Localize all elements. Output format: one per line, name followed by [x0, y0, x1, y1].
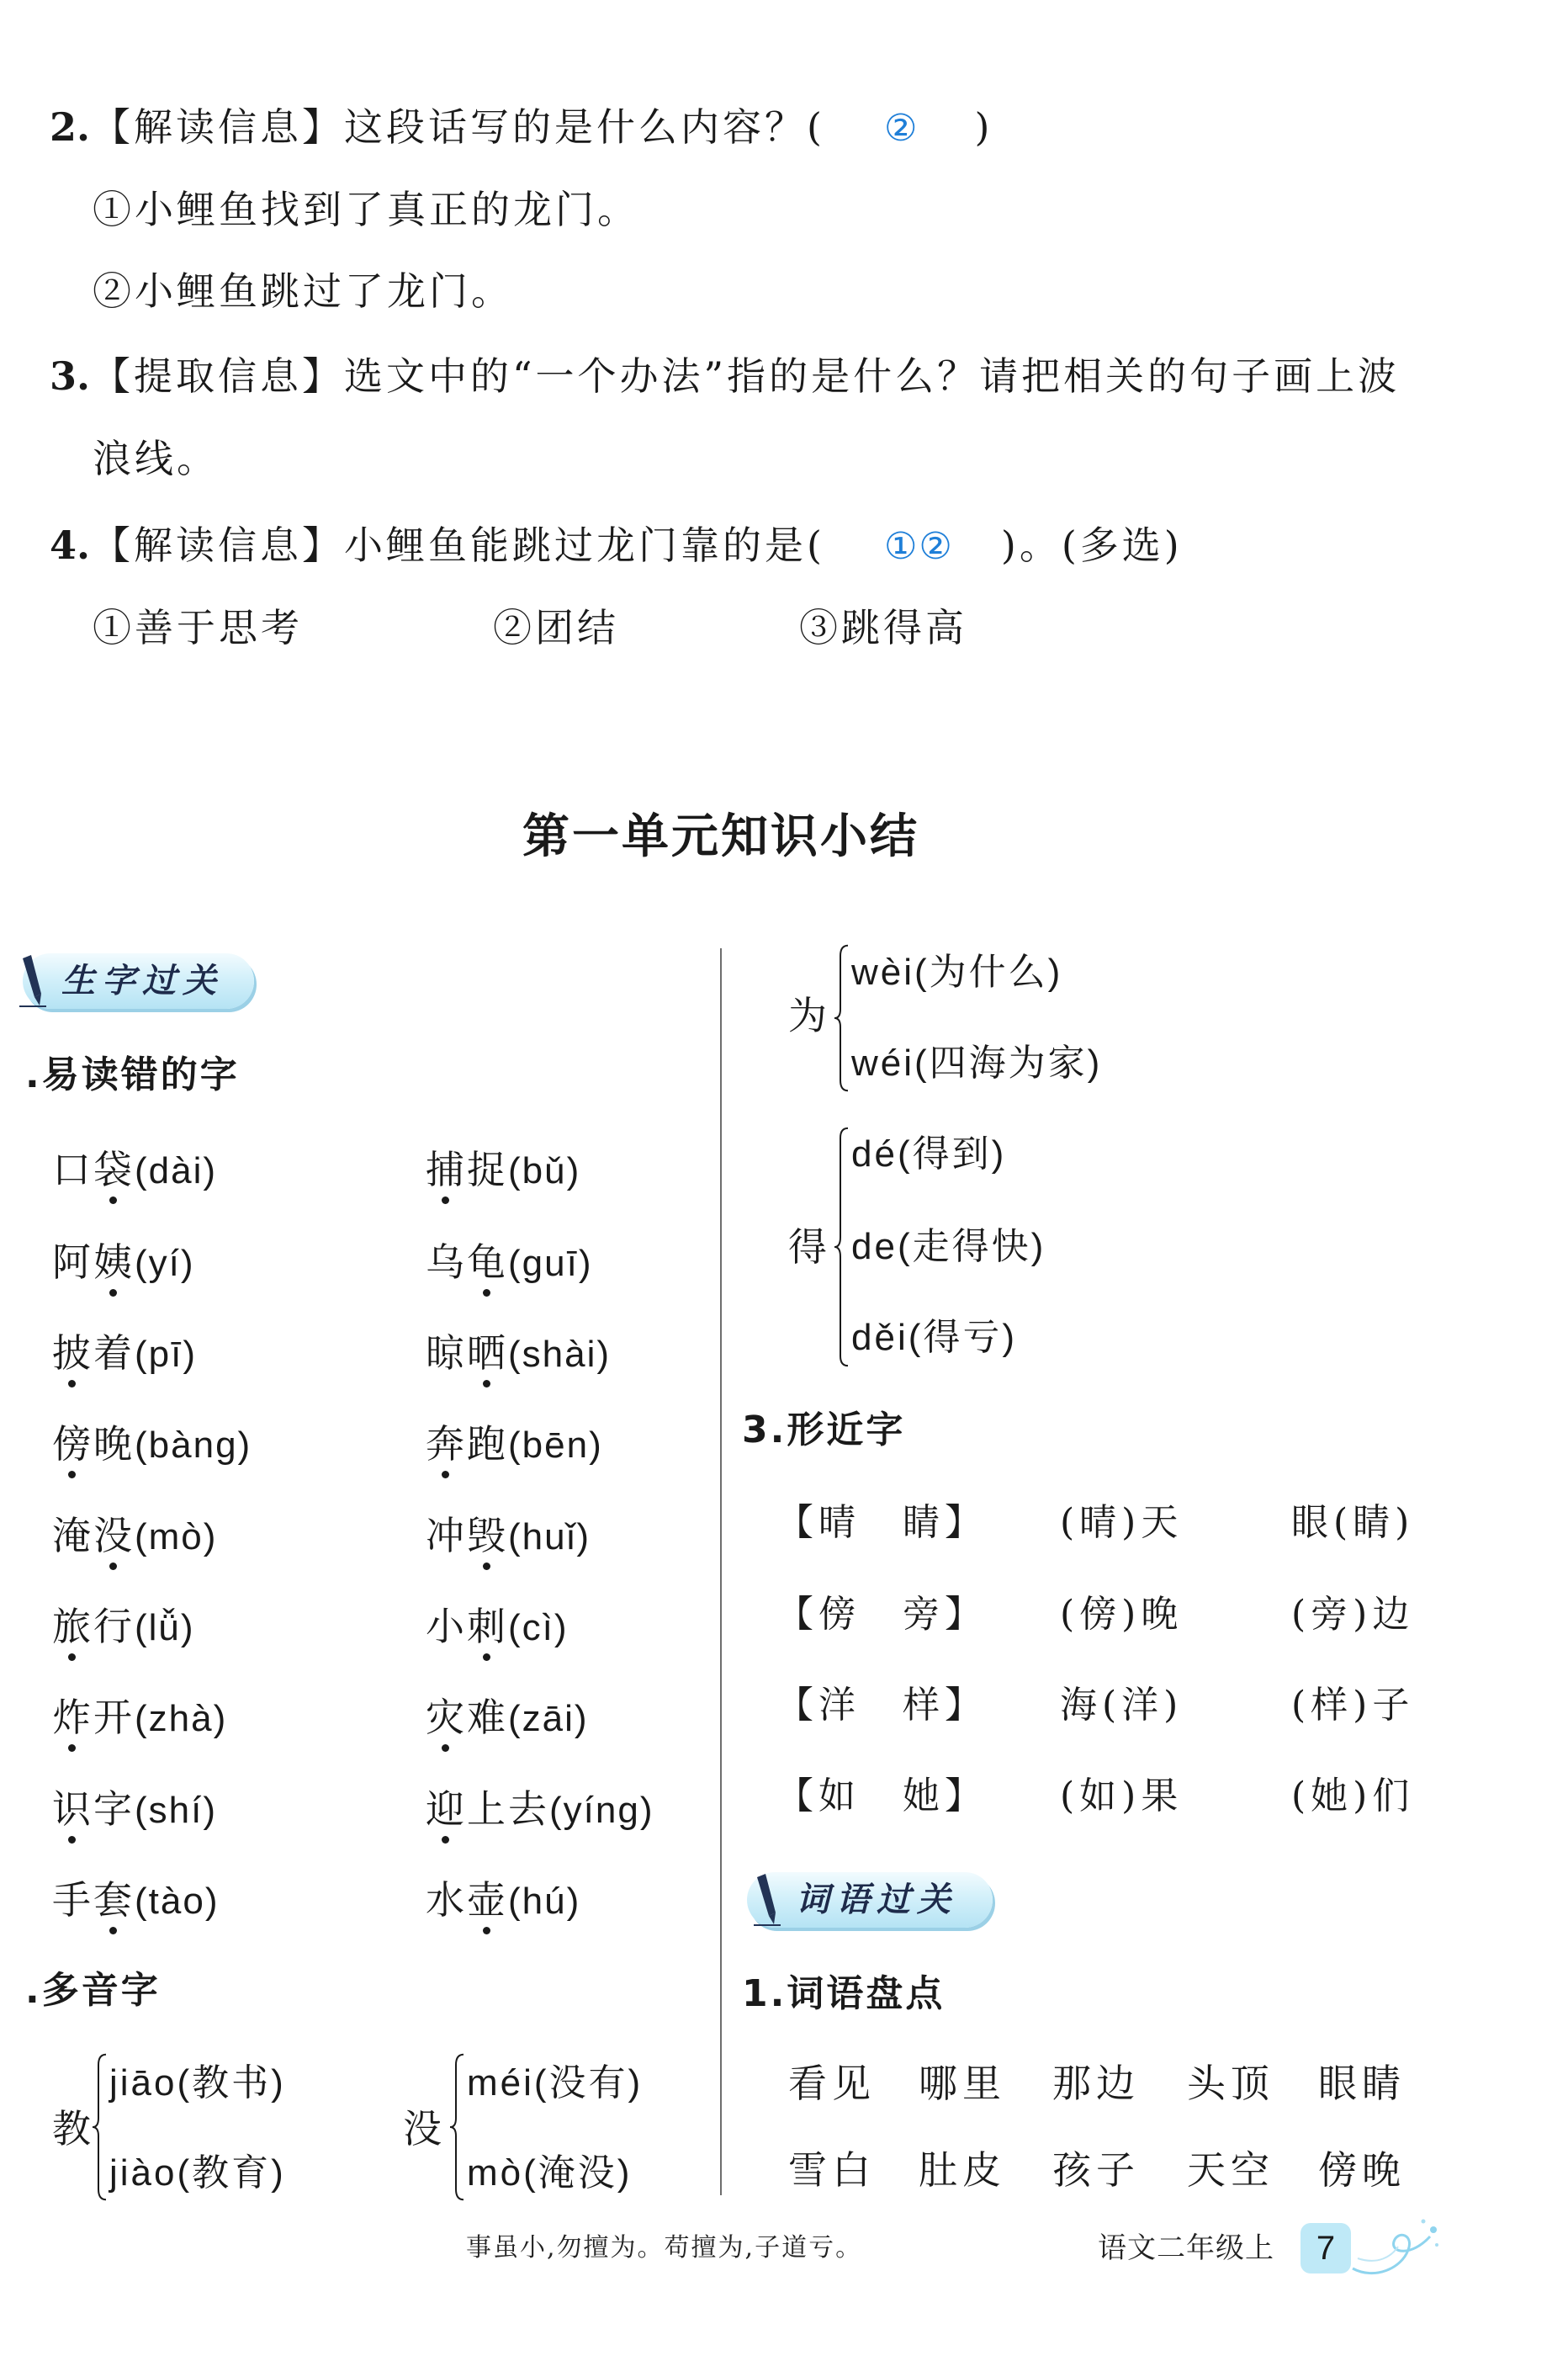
similar-pair: 【洋 样】	[776, 1684, 987, 1727]
pinyin: (yíng)	[549, 1790, 654, 1831]
word-part: 阿	[52, 1239, 93, 1285]
similar-word: (如)果	[1060, 1775, 1184, 1817]
footer-motto: 事虽小,勿擅为。苟擅为,子道亏。	[466, 2233, 863, 2263]
emphasized-char: 袋	[93, 1147, 135, 1192]
pinyin: (shí)	[135, 1790, 217, 1831]
similar-word: 海(洋)	[1060, 1684, 1184, 1727]
emphasized-char: 炸	[52, 1695, 93, 1740]
vocab-word: 天空	[1187, 2147, 1274, 2193]
word-part: 冲	[426, 1513, 467, 1558]
similar-word: (晴)天	[1060, 1501, 1184, 1544]
section-heading: .易读错的字	[25, 1053, 240, 1096]
word-part: 晾	[426, 1330, 467, 1376]
pinyin: (pī)	[135, 1334, 197, 1375]
word-part: 小	[426, 1604, 467, 1649]
badge-label: 词语过关	[796, 1881, 957, 1919]
easy-char-item	[52, 1330, 197, 1376]
pen-icon	[18, 955, 48, 1011]
vocab-word: 那边	[1052, 2061, 1140, 2106]
pinyin: (mò)	[135, 1516, 218, 1557]
pinyin: (cì)	[508, 1607, 569, 1648]
vocab-word: 孩子	[1052, 2147, 1140, 2193]
polyphone-char: 为	[788, 993, 829, 1038]
polyphone-reading: de(走得快)	[851, 1226, 1046, 1267]
vocab-word: 肚皮	[919, 2147, 1006, 2193]
pen-icon	[752, 1874, 782, 1929]
emphasized-char: 刺	[467, 1604, 508, 1649]
pinyin: (guī)	[508, 1243, 593, 1284]
pinyin: (zāi)	[508, 1698, 589, 1739]
option-item: ②小鲤鱼跳过了龙门。	[93, 268, 513, 314]
vocab-word: 哪里	[919, 2061, 1006, 2106]
word-part: 上去	[467, 1786, 549, 1832]
easy-char-item	[426, 1330, 612, 1376]
easy-char-item	[52, 1239, 195, 1285]
polyphone-reading: dé(得到)	[851, 1133, 1007, 1175]
emphasized-char: 姨	[93, 1239, 135, 1285]
similar-pair: 【傍 旁】	[776, 1593, 987, 1636]
similar-word: 眼(睛)	[1291, 1501, 1415, 1544]
easy-char-item	[52, 1877, 220, 1923]
emphasized-char: 迎	[426, 1786, 467, 1832]
easy-char-item	[52, 1695, 228, 1740]
question-3	[50, 353, 1401, 399]
emphasized-char: 龟	[467, 1239, 508, 1285]
option-item: ①善于思考	[93, 605, 303, 650]
pinyin: (shài)	[508, 1334, 612, 1375]
emphasized-char: 毁	[467, 1513, 508, 1558]
brace-icon	[833, 1126, 850, 1368]
pinyin: (bàng)	[135, 1425, 252, 1466]
easy-char-item	[426, 1786, 654, 1832]
polyphone-char: 没	[403, 2106, 444, 2151]
word-part: 口	[52, 1147, 93, 1192]
easy-char-item	[52, 1786, 217, 1832]
word-part: 水	[426, 1877, 467, 1923]
polyphone-reading: jiào(教育)	[109, 2152, 286, 2194]
question-tag: 【提取信息】	[92, 353, 345, 399]
emphasized-char: 识	[52, 1786, 93, 1832]
vocab-word: 看见	[788, 2061, 876, 2106]
page-number: 7	[1300, 2223, 1351, 2273]
brace-icon	[448, 2053, 465, 2201]
easy-char-item	[52, 1421, 252, 1467]
page-title: 第一单元知识小结	[522, 809, 919, 864]
easy-char-item	[426, 1877, 581, 1923]
emphasized-char: 奔	[426, 1421, 467, 1467]
chars-section-badge	[23, 953, 254, 1009]
easy-char-item	[426, 1421, 603, 1467]
column-divider	[720, 948, 722, 2195]
section-heading: .多音字	[25, 1969, 161, 2012]
word-part: 淹	[52, 1513, 93, 1558]
easy-char-item	[426, 1239, 593, 1285]
word-part: 着	[93, 1330, 135, 1376]
similar-pair: 【晴 睛】	[776, 1501, 987, 1544]
emphasized-char: 灾	[426, 1695, 467, 1740]
word-part: 开	[93, 1695, 135, 1740]
pinyin: (hú)	[508, 1881, 581, 1922]
emphasized-char: 壶	[467, 1877, 508, 1923]
badge-label: 生字过关	[61, 962, 223, 1000]
easy-char-item	[426, 1513, 591, 1558]
question-close: )	[974, 104, 993, 150]
emphasized-char: 捕	[426, 1147, 467, 1192]
brace-icon	[833, 944, 850, 1092]
pinyin: (dài)	[135, 1150, 218, 1191]
polyphone-char: 教	[52, 2106, 93, 2151]
vocab-word: 雪白	[788, 2147, 876, 2193]
question-close: )。(多选)	[1000, 523, 1183, 568]
emphasized-char: 披	[52, 1330, 93, 1376]
option-item: ②团结	[493, 605, 619, 650]
polyphone-reading: wèi(为什么)	[851, 952, 1063, 993]
similar-word: (傍)晚	[1060, 1593, 1184, 1636]
question-2	[50, 104, 993, 150]
word-part: 乌	[426, 1239, 467, 1285]
question-number: 4.	[50, 523, 91, 568]
emphasized-char: 套	[93, 1877, 135, 1923]
emphasized-char: 晒	[467, 1330, 508, 1376]
polyphone-char: 得	[788, 1224, 829, 1270]
similar-word: (她)们	[1291, 1775, 1415, 1817]
pinyin: (yí)	[135, 1243, 195, 1284]
polyphone-reading: mò(淹没)	[467, 2152, 633, 2194]
section-heading: 1.词语盘点	[742, 1972, 946, 2015]
brace-icon	[91, 2053, 108, 2201]
option-item: ①小鲤鱼找到了真正的龙门。	[93, 187, 639, 232]
pinyin: (tào)	[135, 1881, 220, 1922]
question-tag: 【解读信息】	[92, 523, 345, 568]
easy-char-item	[52, 1604, 195, 1649]
word-part: 字	[93, 1786, 135, 1832]
emphasized-char: 旅	[52, 1604, 93, 1649]
question-prompt: 小鲤鱼能跳过龙门靠的是(	[344, 523, 825, 568]
easy-char-item	[52, 1147, 218, 1192]
vocab-word: 傍晚	[1318, 2147, 1406, 2193]
question-tag: 【解读信息】	[92, 104, 345, 150]
words-section-badge	[747, 1872, 993, 1928]
easy-char-item	[426, 1604, 569, 1649]
section-heading: 3.形近字	[742, 1409, 906, 1451]
book-title: 语文二年级上	[1098, 2231, 1274, 2265]
question-prompt-continued: 浪线。	[93, 436, 219, 481]
word-part: 行	[93, 1604, 135, 1649]
vocab-word: 眼睛	[1318, 2061, 1406, 2106]
emphasized-char: 没	[93, 1513, 135, 1558]
word-part: 捉	[467, 1147, 508, 1192]
question-number: 2.	[50, 104, 91, 150]
answer-text: ①②	[883, 525, 954, 568]
polyphone-reading: jiāo(教书)	[109, 2062, 286, 2104]
polyphone-reading: děi(得亏)	[851, 1317, 1018, 1358]
easy-char-item	[426, 1695, 589, 1740]
pinyin: (bēn)	[508, 1425, 603, 1466]
word-part: 跑	[467, 1421, 508, 1467]
pinyin: (zhà)	[135, 1698, 228, 1739]
vocab-word: 头顶	[1187, 2061, 1274, 2106]
question-prompt: 这段话写的是什么内容？(	[344, 104, 825, 150]
word-part: 难	[467, 1695, 508, 1740]
easy-char-item	[52, 1513, 218, 1558]
easy-char-item	[426, 1147, 581, 1192]
answer-text: ②	[883, 107, 919, 150]
question-number: 3.	[50, 353, 91, 399]
option-item: ③跳得高	[799, 605, 967, 650]
similar-word: (样)子	[1291, 1684, 1415, 1727]
question-prompt: 选文中的“一个办法”指的是什么？请把相关的句子画上波	[344, 353, 1401, 399]
polyphone-reading: méi(没有)	[467, 2062, 644, 2104]
polyphone-reading: wéi(四海为家)	[851, 1043, 1103, 1084]
pinyin: (lǚ)	[135, 1607, 195, 1648]
emphasized-char: 傍	[52, 1421, 93, 1467]
word-part: 手	[52, 1877, 93, 1923]
pinyin: (huǐ)	[508, 1516, 591, 1557]
pinyin: (bǔ)	[508, 1150, 581, 1191]
similar-word: (旁)边	[1291, 1593, 1415, 1636]
similar-pair: 【如 她】	[776, 1775, 987, 1817]
swirl-decoration	[1349, 2206, 1442, 2282]
question-4	[50, 523, 1183, 568]
word-part: 晚	[93, 1421, 135, 1467]
